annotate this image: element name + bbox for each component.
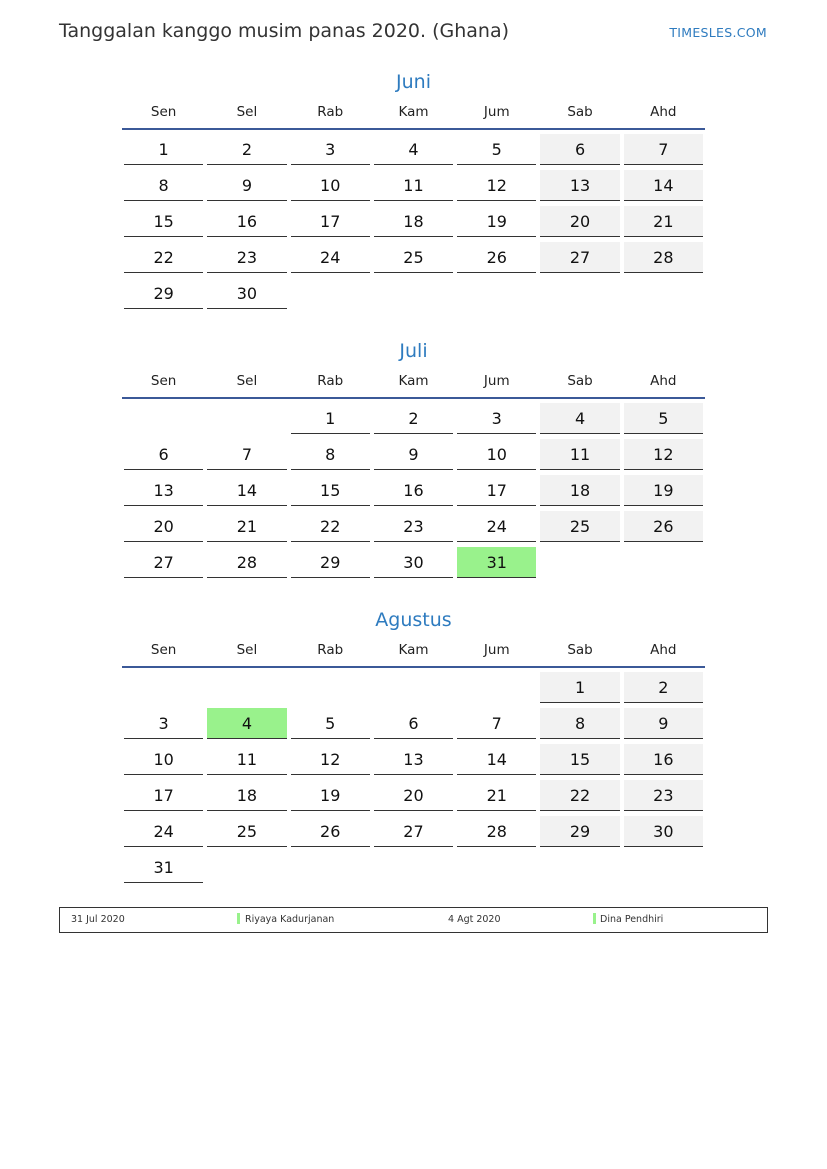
day-cell: 14 [624,170,703,201]
day-cell: 21 [457,780,536,811]
week-row [122,130,705,166]
week-row [122,740,705,776]
week-row [122,507,705,543]
day-cell: 23 [207,242,286,273]
day-cell: 13 [124,475,203,506]
day-cell: 5 [624,403,703,434]
holiday-color-swatch [593,913,596,924]
empty-day-cell [124,672,203,703]
day-cell: 6 [540,134,619,165]
day-cell: 13 [374,744,453,775]
empty-day-cell [374,852,453,883]
day-cell: 26 [624,511,703,542]
empty-day-cell [291,852,370,883]
week-row [122,848,705,884]
day-cell: 20 [374,780,453,811]
day-cell: 17 [291,206,370,237]
day-cell: 3 [291,134,370,165]
day-cell: 14 [457,744,536,775]
day-cell: 7 [457,708,536,739]
day-cell: 28 [457,816,536,847]
week-row [122,399,705,435]
day-cell: 11 [374,170,453,201]
day-cell: 6 [374,708,453,739]
empty-day-cell [624,547,703,578]
month-calendar [122,337,705,579]
day-cell: 15 [124,206,203,237]
empty-day-cell [457,672,536,703]
page-title: Tanggalan kanggo musim panas 2020. (Ghana) [59,20,510,42]
day-cell: 9 [374,439,453,470]
week-row [122,435,705,471]
day-cell: 25 [374,242,453,273]
day-cell: 7 [624,134,703,165]
day-cell: 8 [291,439,370,470]
weekday-label: Rab [317,373,344,389]
month-title: Juli [399,340,428,362]
day-cell: 3 [457,403,536,434]
weekday-label: Kam [398,642,429,658]
week-row [122,166,705,202]
day-cell: 5 [457,134,536,165]
empty-day-cell [624,852,703,883]
holiday-color-swatch [237,913,240,924]
day-cell: 23 [374,511,453,542]
day-cell: 10 [457,439,536,470]
empty-day-cell [624,278,703,309]
day-cell: 18 [374,206,453,237]
empty-day-cell [124,403,203,434]
week-row [122,202,705,238]
brand-link[interactable]: TIMESLES.COM [669,25,767,40]
empty-day-cell [457,852,536,883]
weekday-label: Jum [483,373,510,389]
day-cell: 2 [207,134,286,165]
weekday-label: Kam [398,373,429,389]
day-cell: 29 [124,278,203,309]
empty-day-cell [457,278,536,309]
weekday-label: Jum [483,642,510,658]
month-title: Agustus [375,609,452,631]
day-cell: 3 [124,708,203,739]
day-cell: 8 [540,708,619,739]
day-cell: 31 [457,547,536,578]
day-cell: 6 [124,439,203,470]
day-cell: 16 [207,206,286,237]
empty-day-cell [291,278,370,309]
day-cell: 26 [291,816,370,847]
empty-day-cell [207,403,286,434]
day-cell: 2 [374,403,453,434]
day-cell: 30 [374,547,453,578]
weekday-header [122,96,705,130]
day-cell: 12 [624,439,703,470]
day-cell: 10 [124,744,203,775]
empty-day-cell [291,672,370,703]
day-cell: 25 [540,511,619,542]
day-cell: 20 [124,511,203,542]
day-cell: 27 [540,242,619,273]
day-cell: 7 [207,439,286,470]
day-cell: 15 [291,475,370,506]
weekday-label: Sel [236,642,258,658]
weekday-label: Sel [236,104,258,120]
day-cell: 5 [291,708,370,739]
day-cell: 19 [457,206,536,237]
day-cell: 27 [124,547,203,578]
day-cell: 8 [124,170,203,201]
week-row [122,776,705,812]
day-cell: 28 [624,242,703,273]
day-cell: 22 [124,242,203,273]
week-row [122,238,705,274]
weekday-label: Jum [483,104,510,120]
empty-day-cell [540,852,619,883]
legend-date: 4 Agt 2020 [448,914,501,925]
day-cell: 26 [457,242,536,273]
day-cell: 11 [207,744,286,775]
week-row [122,704,705,740]
weekday-label: Kam [398,104,429,120]
month-calendar [122,606,705,884]
day-cell: 10 [291,170,370,201]
day-cell: 13 [540,170,619,201]
day-cell: 22 [291,511,370,542]
day-cell: 31 [124,852,203,883]
day-cell: 30 [624,816,703,847]
day-cell: 12 [457,170,536,201]
day-cell: 24 [291,242,370,273]
weekday-label: Rab [317,642,344,658]
day-cell: 29 [540,816,619,847]
day-cell: 25 [207,816,286,847]
day-cell: 15 [540,744,619,775]
month-title: Juni [396,71,431,93]
weekday-label: Ahd [650,642,677,658]
week-row [122,812,705,848]
month-calendar [122,68,705,310]
empty-day-cell [374,278,453,309]
day-cell: 20 [540,206,619,237]
weekday-label: Sen [150,642,177,658]
day-cell: 4 [540,403,619,434]
day-cell: 16 [374,475,453,506]
day-cell: 1 [124,134,203,165]
weekday-header [122,365,705,399]
day-cell: 22 [540,780,619,811]
day-cell: 17 [124,780,203,811]
weekday-label: Sel [236,373,258,389]
day-cell: 23 [624,780,703,811]
day-cell: 4 [374,134,453,165]
day-cell: 9 [624,708,703,739]
day-cell: 1 [291,403,370,434]
day-cell: 11 [540,439,619,470]
empty-day-cell [207,672,286,703]
weekday-label: Ahd [650,104,677,120]
weekday-label: Sab [567,642,593,658]
day-cell: 19 [291,780,370,811]
weekday-label: Sab [567,104,593,120]
legend-holiday-name: Dina Pendhiri [600,914,664,925]
day-cell: 27 [374,816,453,847]
day-cell: 24 [124,816,203,847]
weekday-label: Ahd [650,373,677,389]
day-cell: 21 [207,511,286,542]
day-cell: 24 [457,511,536,542]
week-row [122,471,705,507]
legend-holiday-name: Riyaya Kadurjanan [245,914,335,925]
day-cell: 9 [207,170,286,201]
day-cell: 16 [624,744,703,775]
day-cell: 29 [291,547,370,578]
weekday-label: Sen [150,373,177,389]
weekday-label: Sab [567,373,593,389]
day-cell: 28 [207,547,286,578]
day-cell: 17 [457,475,536,506]
day-cell: 4 [207,708,286,739]
holiday-legend [59,907,768,933]
day-cell: 18 [540,475,619,506]
day-cell: 19 [624,475,703,506]
day-cell: 21 [624,206,703,237]
day-cell: 1 [540,672,619,703]
day-cell: 18 [207,780,286,811]
legend-date: 31 Jul 2020 [71,914,125,925]
week-row [122,543,705,579]
empty-day-cell [540,547,619,578]
empty-day-cell [540,278,619,309]
empty-day-cell [374,672,453,703]
day-cell: 30 [207,278,286,309]
weekday-header [122,634,705,668]
day-cell: 12 [291,744,370,775]
day-cell: 14 [207,475,286,506]
week-row [122,274,705,310]
weekday-label: Rab [317,104,344,120]
week-row [122,668,705,704]
weekday-label: Sen [150,104,177,120]
day-cell: 2 [624,672,703,703]
empty-day-cell [207,852,286,883]
